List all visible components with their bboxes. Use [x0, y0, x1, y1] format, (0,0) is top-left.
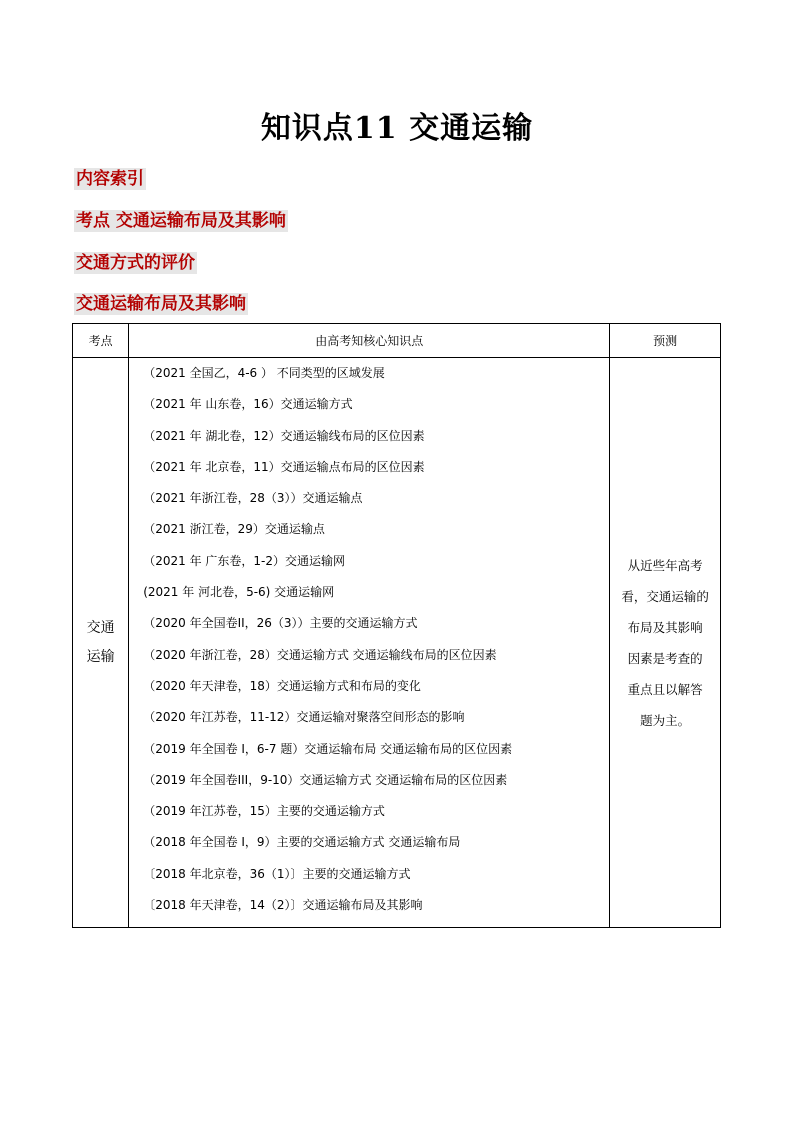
- list-item: （2021 浙江卷，29）交通运输点: [143, 522, 325, 537]
- list-item: （2019 年全国卷III，9-10）交通运输方式 交通运输布局的区位因素: [143, 772, 508, 787]
- heading-transport-layout: 交通运输布局及其影响: [76, 294, 246, 314]
- list-item: （2020 年天津卷，18）交通运输方式和布局的变化: [143, 678, 421, 693]
- prediction-line: 题为主。: [640, 712, 691, 728]
- list-item: （2020 年全国卷II，26（3））主要的交通运输方式: [143, 616, 418, 631]
- list-item: （2018 年全国卷 I，9）主要的交通运输方式 交通运输布局: [143, 835, 461, 850]
- list-item: （2021 年浙江卷，28（3））交通运输点: [143, 491, 363, 506]
- list-item: （2021 年 北京卷，11）交通运输点布局的区位因素: [143, 459, 425, 474]
- list-item: 〔2018 年天津卷，14（2）〕交通运输布局及其影响: [143, 898, 423, 913]
- prediction-cell: [610, 358, 721, 928]
- header-prediction: 预测: [610, 324, 721, 358]
- topic-line: 交通: [86, 619, 115, 636]
- list-item: （2020 年江苏卷，11-12）交通运输对聚落空间形态的影响: [143, 710, 465, 725]
- prediction-line: 看，交通运输的: [621, 588, 709, 604]
- topic-line: 运输: [86, 648, 115, 665]
- list-item: 〔2018 年北京卷，36（1）〕主要的交通运输方式: [143, 866, 411, 881]
- header-exam-point: 考点: [73, 324, 129, 358]
- prediction-line: 从近些年高考: [627, 557, 703, 573]
- heading-transport-evaluation: 交通方式的评价: [76, 253, 195, 273]
- list-item: （2020 年浙江卷，28）交通运输方式 交通运输线布局的区位因素: [143, 647, 497, 662]
- table-row: [73, 358, 721, 928]
- list-item: （2021 年 广东卷，1-2）交通运输网: [143, 553, 345, 568]
- header-core-knowledge: 由高考知核心知识点: [129, 324, 610, 358]
- prediction-line: 布局及其影响: [627, 619, 703, 635]
- list-item: （2019 年全国卷 I，6-7 题）交通运输布局 交通运输布局的区位因素: [143, 741, 513, 756]
- page-title: 知识点11 交通运输: [260, 111, 534, 146]
- list-item: (2021 年 河北卷，5-6) 交通运输网: [143, 585, 335, 600]
- prediction-line: 重点且以解答: [627, 681, 703, 697]
- heading-content-index: 内容索引: [76, 169, 144, 189]
- list-item: （2021 年 湖北卷，12）交通运输线布局的区位因素: [143, 428, 425, 443]
- prediction-line: 因素是考查的: [627, 650, 703, 666]
- heading-exam-point: 考点 交通运输布局及其影响: [76, 211, 286, 231]
- table-header-row: [73, 324, 721, 358]
- knowledge-table: [72, 323, 721, 928]
- list-item: （2019 年江苏卷，15）主要的交通运输方式: [143, 804, 385, 819]
- knowledge-list: [129, 358, 610, 928]
- topic-cell: [73, 358, 129, 928]
- list-item: （2021 年 山东卷，16）交通运输方式: [143, 397, 353, 412]
- list-item: （2021 全国乙，4-6 ） 不同类型的区域发展: [143, 366, 385, 380]
